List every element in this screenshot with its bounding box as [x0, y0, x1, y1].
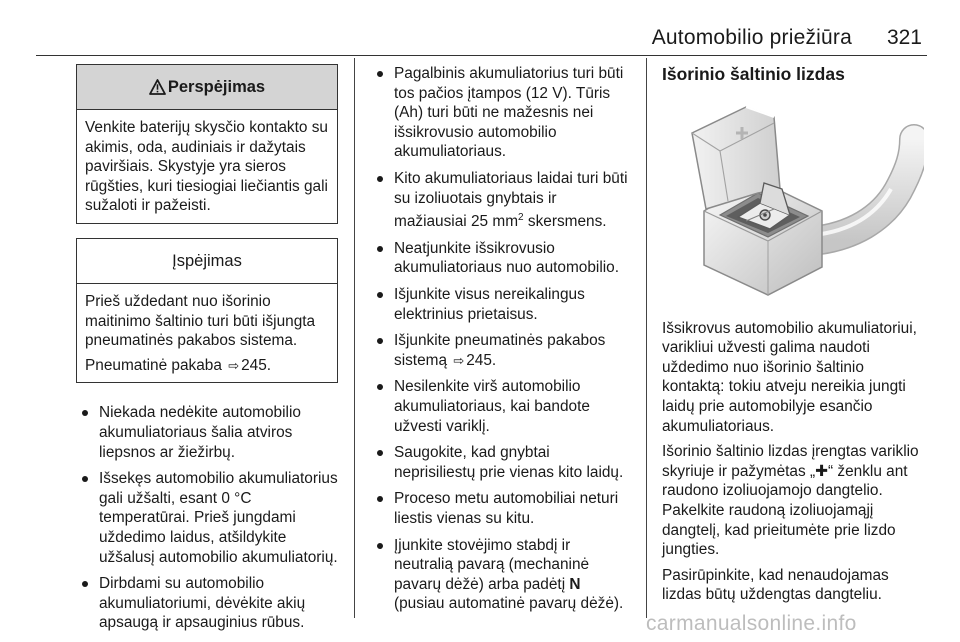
- page-reference-arrow-icon: ⇨: [453, 352, 465, 368]
- warning-box-text: Venkite baterijų skysčio kontakto su akimis, oda, audiniais ir dažytais paviršiais. Skystyje yra sieros rūgšties, kuri tiesiogiai liečiantis gali sužaloti ir pažeisti.: [85, 119, 328, 215]
- socket-description-paragraph: Išsikrovus automobilio akumuliatoriui, varikliui užvesti galima naudoti uždedimo nuo išorinio šaltinio kontaktą: tokiu atveju nereikia jungti laidų prie automobilyje esančio akumuliatoriaus.: [662, 319, 917, 435]
- warning-box-header: [77, 65, 337, 110]
- list-item: Saugokite, kad gnybtai neprisiliestų prie vienas kito laidų.: [371, 443, 633, 482]
- plus-symbol-icon: ✚: [815, 462, 828, 480]
- right-column: [662, 64, 930, 611]
- watermark: carmanualsonline.info: [646, 612, 857, 635]
- header-rule: [36, 55, 927, 56]
- middle-bullet-list: [371, 64, 633, 614]
- bullet-dot: [82, 476, 88, 482]
- bullet-dot: [377, 71, 383, 77]
- list-item: Išjunkite visus nereikalingus elektrinius prietaisus.: [371, 285, 633, 324]
- list-item: Niekada nedėkite automobilio akumuliatoriaus šalia atviros liepsnos ar žiežirbų.: [76, 403, 338, 462]
- page-reference-arrow-icon: ⇨: [228, 357, 240, 373]
- warning-box-title: Perspėjimas: [167, 78, 266, 96]
- bullet-dot: [377, 176, 383, 182]
- page-number: 321: [886, 26, 922, 49]
- list-item: Dirbdami su automobilio akumuliatoriumi, dėvėkite akių apsaugą ir apsauginius rūbus.: [76, 574, 338, 633]
- bullet-dot: [82, 581, 88, 587]
- bullet-dot: [377, 292, 383, 298]
- middle-column: [371, 64, 633, 621]
- bullet-dot: [377, 450, 383, 456]
- socket-cover-paragraph: Pasirūpinkite, kad nenaudojamas lizdas būtų uždengtas dangteliu.: [662, 566, 889, 604]
- list-item: Įjunkite stovėjimo stabdį ir neutralią pavarą (mechaninė pavarų dėžė) arba padėtį N (pusiau automatinė pavarų dėžė).: [371, 536, 633, 614]
- suspension-reference-page[interactable]: 245.: [466, 351, 497, 369]
- left-bullet-list: [76, 403, 338, 633]
- caution-reference-page[interactable]: 245.: [241, 356, 272, 374]
- caution-reference-label: Pneumatinė pakaba: [85, 356, 222, 374]
- bullet-dot: [377, 246, 383, 252]
- bullet-dot: [377, 384, 383, 390]
- caution-box-header: Įspėjimas: [77, 239, 337, 284]
- caution-box-text: Prieš uždedant nuo išorinio maitinimo šaltinio turi būti išjungta pneumatinės pakabos sistema.: [85, 292, 316, 350]
- left-column: [76, 64, 338, 640]
- list-item: Kito akumuliatoriaus laidai turi būti su izoliuotais gnybtais ir mažiausiai 25 $mm^2$ skersmens.: [371, 169, 633, 232]
- gear-position-n: N: [569, 575, 581, 593]
- bullet-dot: [377, 543, 383, 549]
- caution-box-reference: [85, 356, 329, 376]
- header-title: Automobilio priežiūra: [651, 26, 852, 49]
- list-item: Neatjunkite išsikrovusio akumuliatoriaus nuo automobilio.: [371, 239, 633, 278]
- list-item: Išsekęs automobilio akumuliatorius gali užšalti, esant 0 °C temperatūrai. Prieš jungdami uždedimo laidus, atšildykite užšalusį automobilio akumuliatorių.: [76, 469, 338, 567]
- list-item: Išjunkite pneumatinės pakabos sistemą ⇨ 245.: [371, 331, 633, 370]
- socket-location-paragraph: Išorinio šaltinio lizdas įrengtas variklio skyriuje ir pažymėtas „✚“ ženklu ant raudono izoliuojamojo dangtelio. Pakelkite raudoną izoliuojamąjį dangtelį, kad prieitumėte prie lizdo jungties.: [662, 443, 919, 559]
- list-item: Proceso metu automobiliai neturi liestis vienas su kitu.: [371, 489, 633, 528]
- column-divider-2: [646, 58, 647, 618]
- warning-triangle-icon: [149, 68, 166, 112]
- bullet-dot: [377, 338, 383, 344]
- bullet-dot: [377, 496, 383, 502]
- list-item: Pagalbinis akumuliatorius turi būti tos pačios įtampos (12 V). Tūris (Ah) turi būti ne mažesnis nei išsikrovusio automobilio akumuliatoriaus.: [371, 64, 633, 162]
- jump-start-socket-illustration: [662, 99, 924, 301]
- section-title: Išorinio šaltinio lizdas: [662, 64, 845, 84]
- column-divider-1: [354, 58, 355, 618]
- caution-box: [76, 238, 338, 383]
- page-header: [0, 0, 960, 58]
- bullet-dot: [82, 410, 88, 416]
- warning-box: [76, 64, 338, 224]
- list-item: Nesilenkite virš automobilio akumuliatoriaus, kai bandote užvesti variklį.: [371, 377, 633, 436]
